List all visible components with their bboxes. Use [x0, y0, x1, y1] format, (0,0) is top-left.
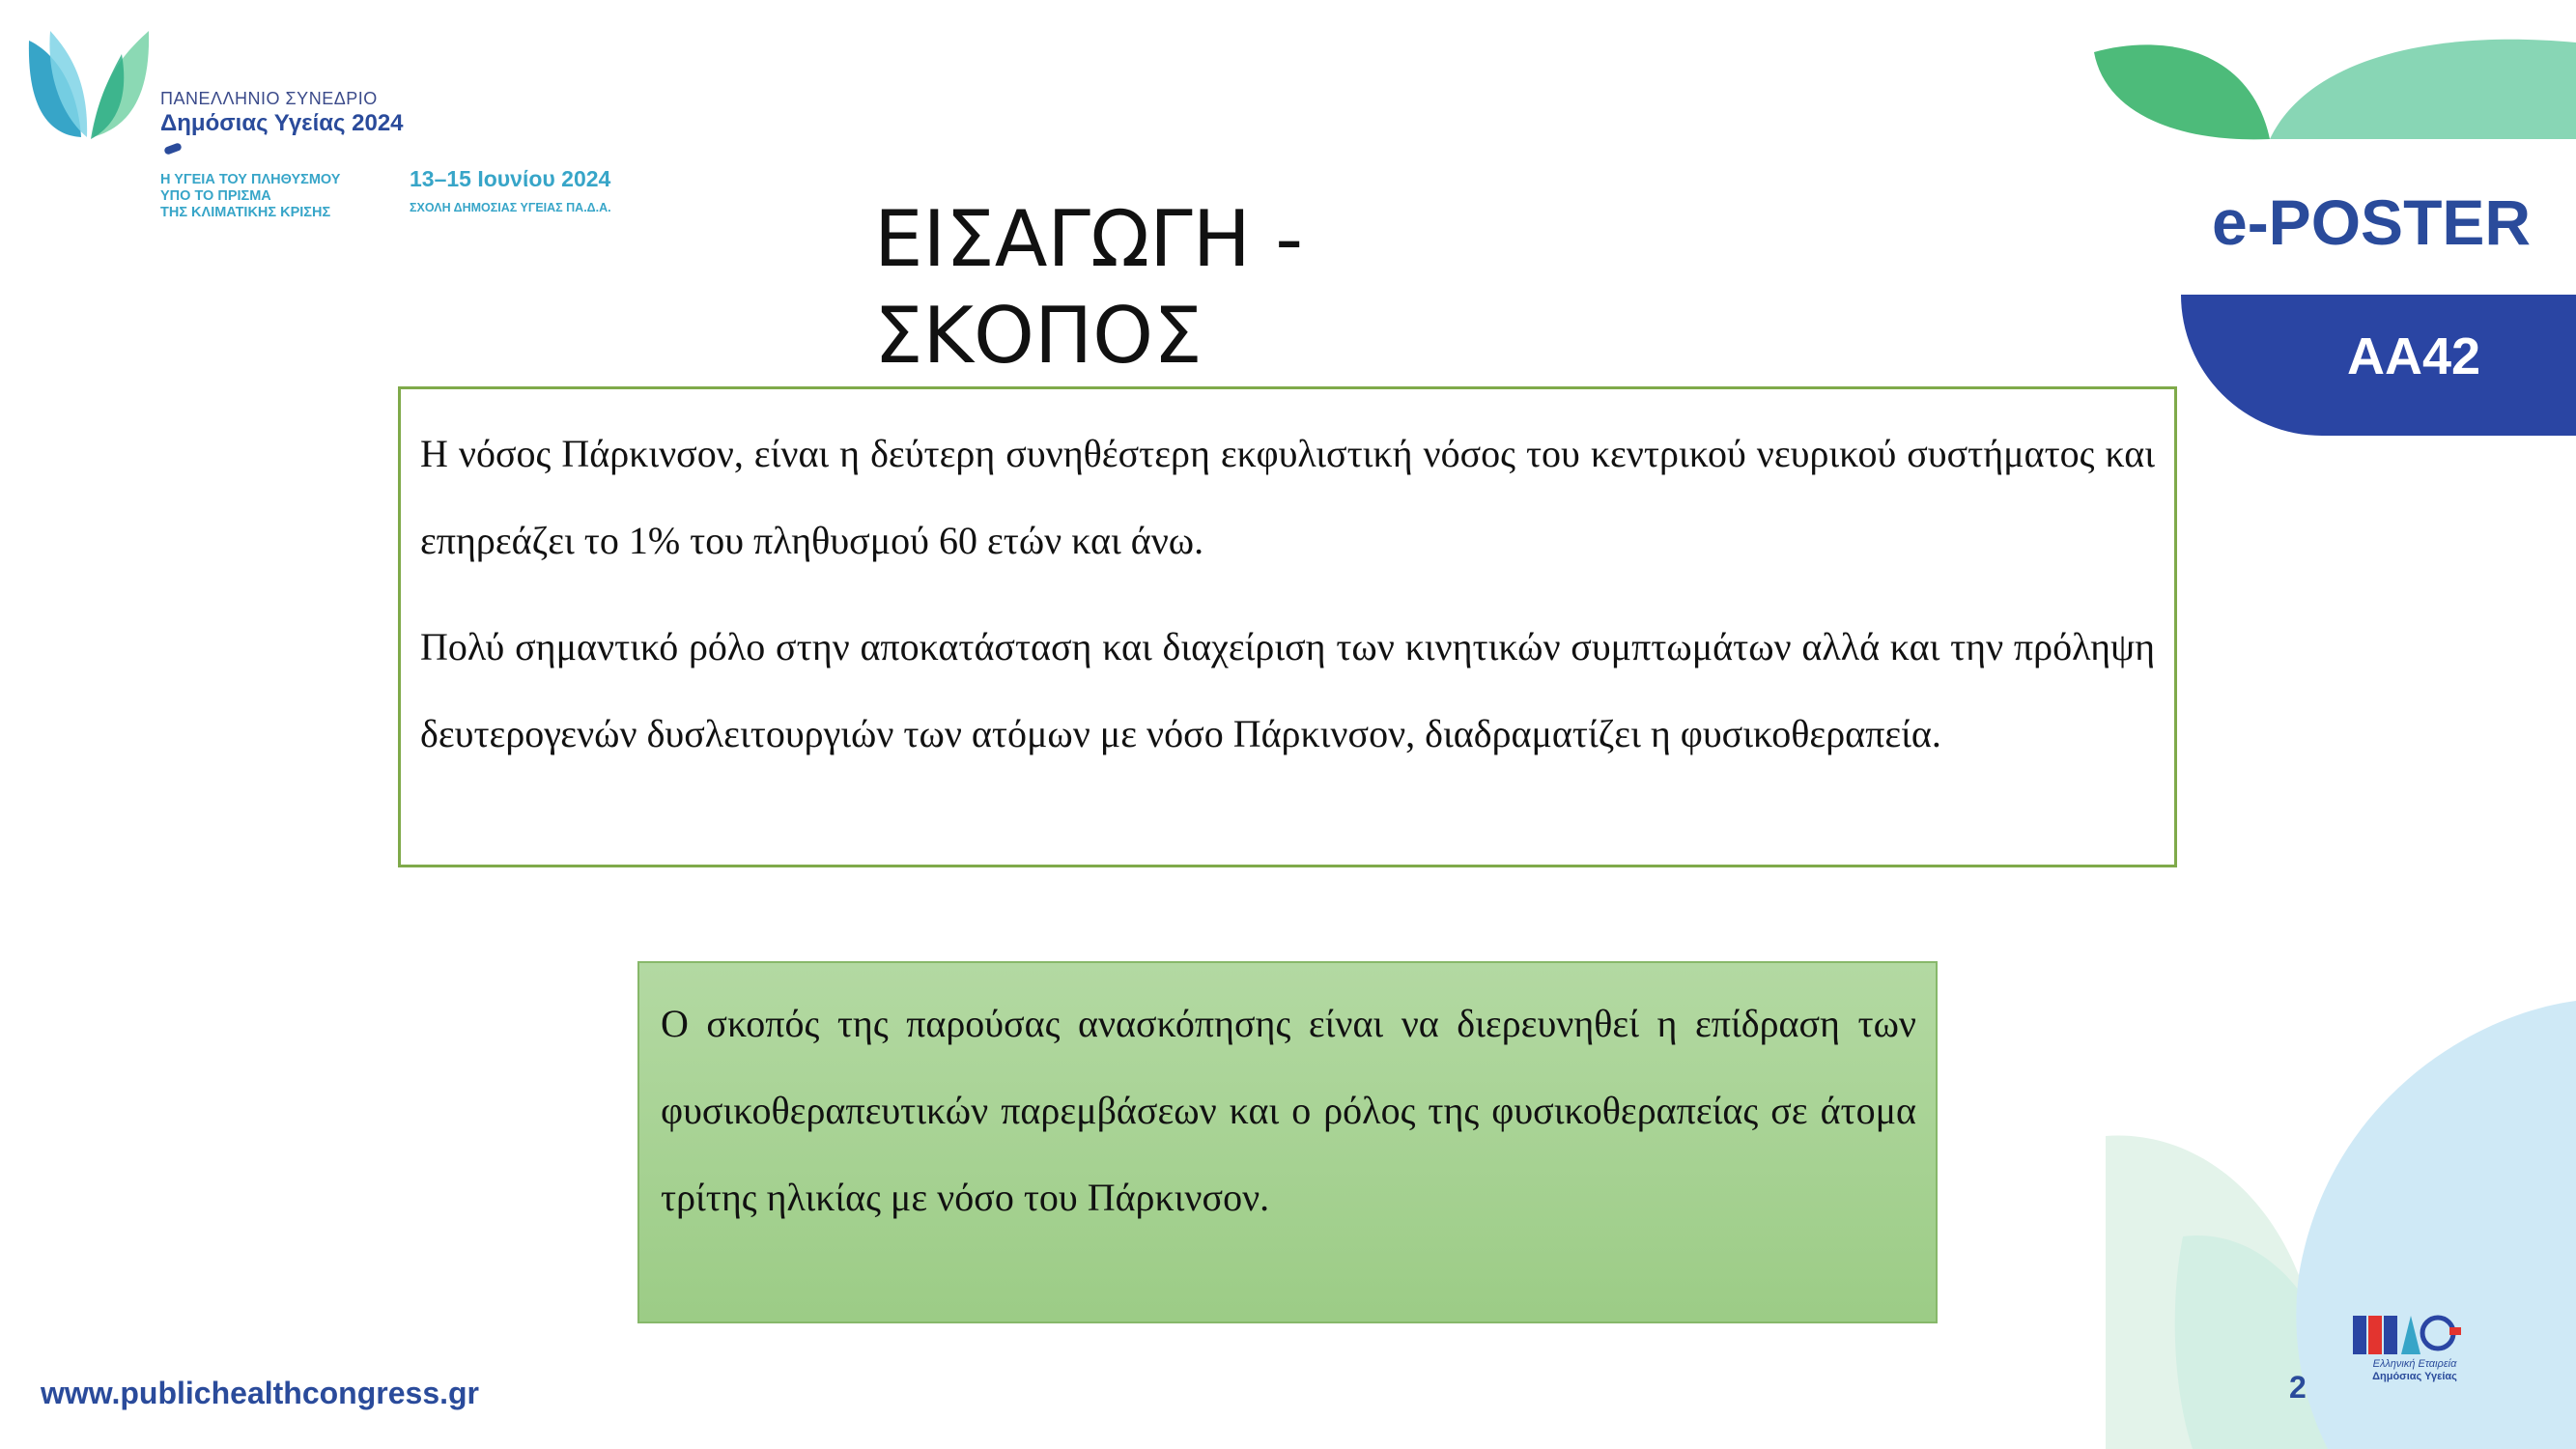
- leaf-decoration-icon: [2086, 39, 2576, 145]
- website-link[interactable]: www.publichealthcongress.gr: [41, 1376, 479, 1410]
- society-name-line1: Ελληνική Εταιρεία: [2372, 1358, 2457, 1370]
- congress-dates: 13–15 Ιουνίου 2024: [410, 166, 611, 191]
- eposter-label: e-POSTER: [2212, 186, 2532, 258]
- aim-paragraph: Ο σκοπός της παρούσας ανασκόπησης είναι να διερευνηθεί η επίδραση των φυσικοθεραπευτικών παρεμβάσεων και ο ρόλος της φυσικοθεραπείας σε άτομα τρίτης ηλικίας με νόσο του Πάρκινσον.: [661, 1002, 1916, 1219]
- congress-tagline: Η ΥΓΕΙΑ ΤΟΥ ΠΛΗΘΥΣΜΟΥ ΥΠΟ ΤΟ ΠΡΙΣΜΑ ΤΗΣ ΚΛΙΜΑΤΙΚΗΣ ΚΡΙΣΗΣ: [160, 172, 341, 220]
- aim-textbox: [637, 961, 1938, 1323]
- page-number: 2: [2289, 1370, 2307, 1405]
- congress-logo-icon: [21, 21, 156, 147]
- slide-title: ΕΙΣΑΓΩΓΗ - ΣΚΟΠΟΣ: [874, 194, 1304, 381]
- poster-code: ΑΑ42: [2347, 327, 2481, 385]
- leaf-decoration-bottom-icon: [2106, 985, 2576, 1449]
- intro-textbox: [398, 386, 2177, 867]
- congress-name: Δημόσιας Υγείας 2024: [160, 110, 404, 136]
- logo-accent: [163, 142, 183, 156]
- congress-line: ΠΑΝΕΛΛΗΝΙΟ ΣΥΝΕΔΡΙΟ: [160, 89, 378, 108]
- congress-school: ΣΧΟΛΗ ΔΗΜΟΣΙΑΣ ΥΓΕΙΑΣ ΠΑ.Δ.Α.: [410, 201, 611, 214]
- intro-paragraph-1: Η νόσος Πάρκινσον, είναι η δεύτερη συνηθέστερη εκφυλιστική νόσος του κεντρικού νευρικού συστήματος και επηρεάζει το 1% του πληθυσμού 60 ετών και άνω.: [420, 432, 2155, 562]
- society-name-line2: Δημόσιας Υγείας: [2372, 1371, 2457, 1382]
- intro-paragraph-2: Πολύ σημαντικό ρόλο στην αποκατάσταση και διαχείριση των κινητικών συμπτωμάτων αλλά και την πρόληψη δευτερογενών δυσλειτουργιών των ατόμων με νόσο Πάρκινσον, διαδραματίζει η φυσικοθεραπεία.: [420, 625, 2155, 755]
